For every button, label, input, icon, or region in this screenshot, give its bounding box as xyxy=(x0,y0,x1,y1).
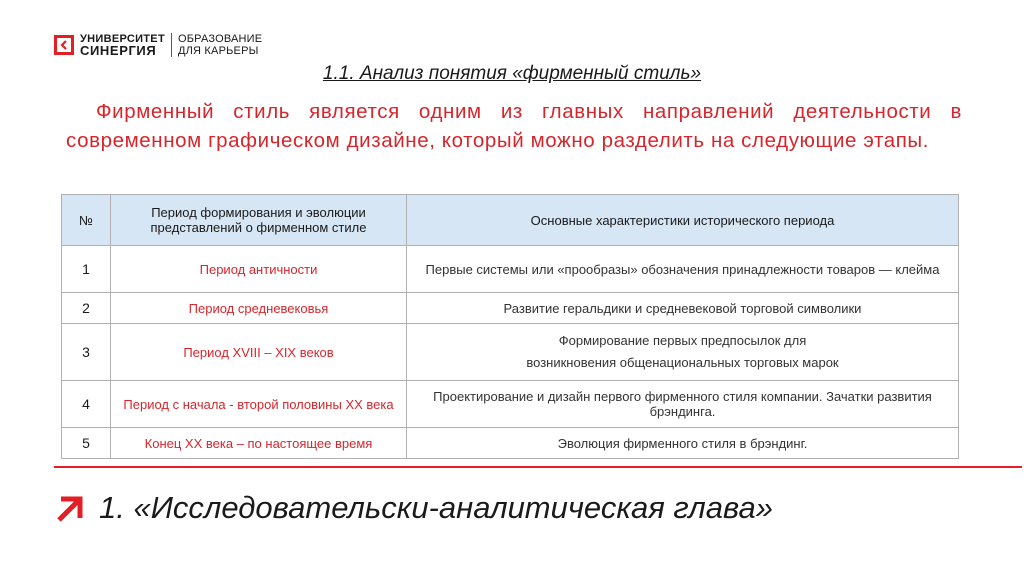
logo-mark-icon xyxy=(54,35,74,55)
logo-line1: УНИВЕРСИТЕТ xyxy=(80,33,165,45)
university-logo xyxy=(54,33,262,57)
row-period: Период античности xyxy=(111,246,407,293)
header-period: Период формирования и эволюции представлений о фирменном стиле xyxy=(111,195,407,246)
page-title: 1.1. Анализ понятия «фирменный стиль» xyxy=(322,63,702,84)
logo-sub1: ОБРАЗОВАНИЕ xyxy=(177,33,263,45)
divider-line xyxy=(54,466,1022,468)
row-period: Период с начала - второй половины XX века xyxy=(111,381,407,428)
header-characteristics: Основные характеристики исторического периода xyxy=(407,195,959,246)
header-number: № xyxy=(62,195,111,246)
logo-sub2: ДЛЯ КАРЬЕРЫ xyxy=(177,45,259,57)
history-table xyxy=(61,194,959,459)
table-row xyxy=(62,324,959,381)
row-period: Период средневековья xyxy=(111,293,407,324)
row-description xyxy=(407,324,959,381)
row-number: 5 xyxy=(62,428,111,459)
logo-line2: СИНЕРГИЯ xyxy=(80,43,157,58)
row-description-line: Формирование первых предпосылок для xyxy=(558,333,807,348)
row-number: 4 xyxy=(62,381,111,428)
row-description-line: возникновения общенациональных торговых марок xyxy=(526,355,839,370)
row-number: 1 xyxy=(62,246,111,293)
row-description: Эволюция фирменного стиля в брэндинг. xyxy=(407,428,959,459)
logo-separator xyxy=(171,33,172,57)
arrow-up-right-icon xyxy=(54,495,84,525)
row-description: Проектирование и дизайн первого фирменного стиля компании. Зачатки развития брэндинга. xyxy=(407,381,959,428)
row-period: Конец XX века – по настоящее время xyxy=(111,428,407,459)
row-period: Период XVIII – XIX веков xyxy=(111,324,407,381)
row-number: 3 xyxy=(62,324,111,381)
row-description: Развитие геральдики и средневековой торговой символики xyxy=(407,293,959,324)
logo-tagline xyxy=(178,33,262,57)
table-header-row xyxy=(62,195,959,246)
table-row xyxy=(62,246,959,293)
logo-name xyxy=(80,34,165,56)
table-row xyxy=(62,381,959,428)
lead-paragraph: Фирменный стиль является одним из главных направлений деятельности в современном графическом дизайне, который можно разделить на следующие этапы. xyxy=(66,100,962,152)
chapter-title: 1. «Исследовательски-аналитическая глава» xyxy=(99,490,774,525)
row-number: 2 xyxy=(62,293,111,324)
table-row xyxy=(62,428,959,459)
row-description: Первые системы или «прообразы» обозначения принадлежности товаров — клейма xyxy=(407,246,959,293)
table-row xyxy=(62,293,959,324)
